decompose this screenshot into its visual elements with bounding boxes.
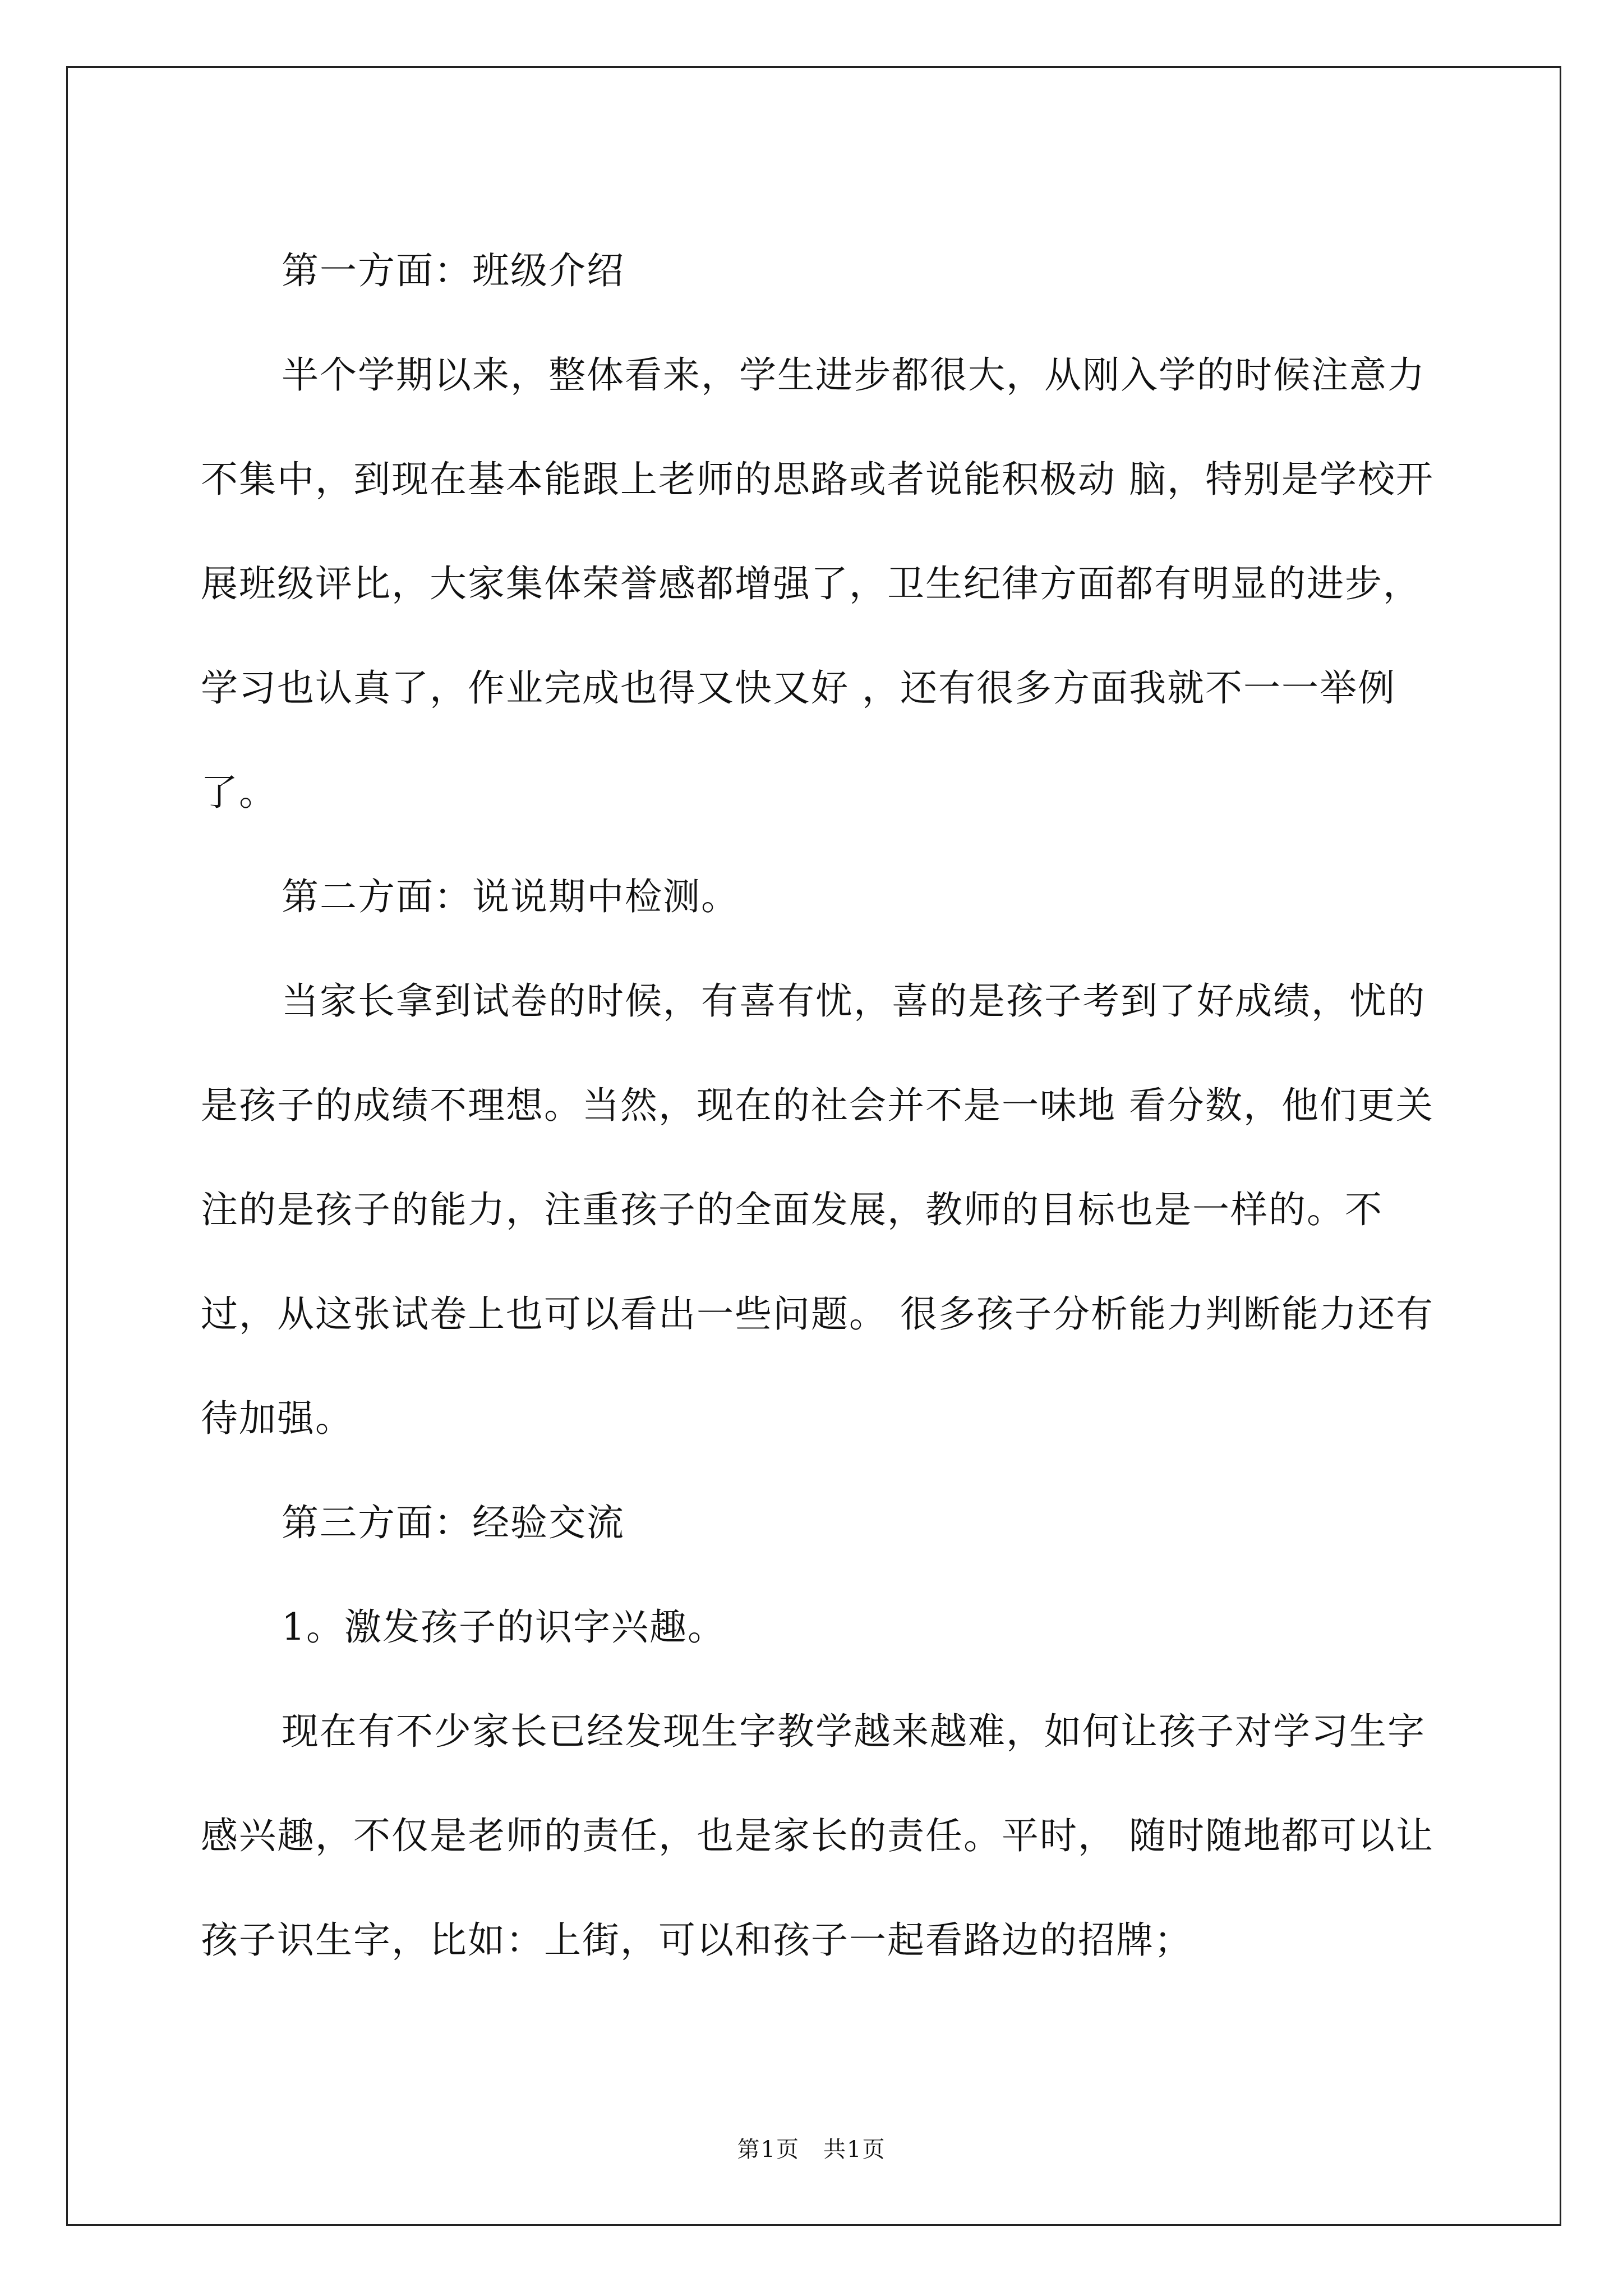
page-footer: 第1页 共1页: [737, 2137, 886, 2162]
section-heading-midterm: 第二方面：说说期中检测。: [282, 875, 739, 918]
paragraph-literacy: 现在有不少家长已经发现生字教学越来越难，如何让孩子对学习生字感兴趣，不仅是老师的责任，也是家长的责任。平时， 随时随地都可以让孩子识生字，比如：上街，可以和孩子一起看路边的招牌；: [201, 1710, 1434, 1962]
document-body: [201, 219, 1435, 1993]
list-item-literacy-interest: 1。激发孩子的识字兴趣。: [282, 1605, 726, 1649]
paragraph-midterm: 当家长拿到试卷的时候，有喜有忧，喜的是孩子考到了好成绩，忧的是孩子的成绩不理想。当然，现在的社会并不是一味地 看分数，他们更关注的是孩子的能力，注重孩子的全面发展，教师的目标也是一样的。不过，从这张试卷上也可以看出一些问题。 很多孩子分析能力判断能力还有待加强。: [201, 979, 1434, 1440]
section-heading-experience: 第三方面：经验交流: [282, 1501, 625, 1544]
paragraph-class-intro: 半个学期以来，整体看来，学生进步都很大，从刚入学的时候注意力不集中，到现在基本能跟上老师的思路或者说能积极动 脑，特别是学校开展班级评比，大家集体荣誉感都增强了，卫生纪律方面都有明显的进步，学习也认真了，作业完成也得又快又好 ，还有很多方面我就不一一举例了。: [201, 353, 1434, 814]
section-heading-class-intro: 第一方面：班级介绍: [282, 249, 625, 292]
